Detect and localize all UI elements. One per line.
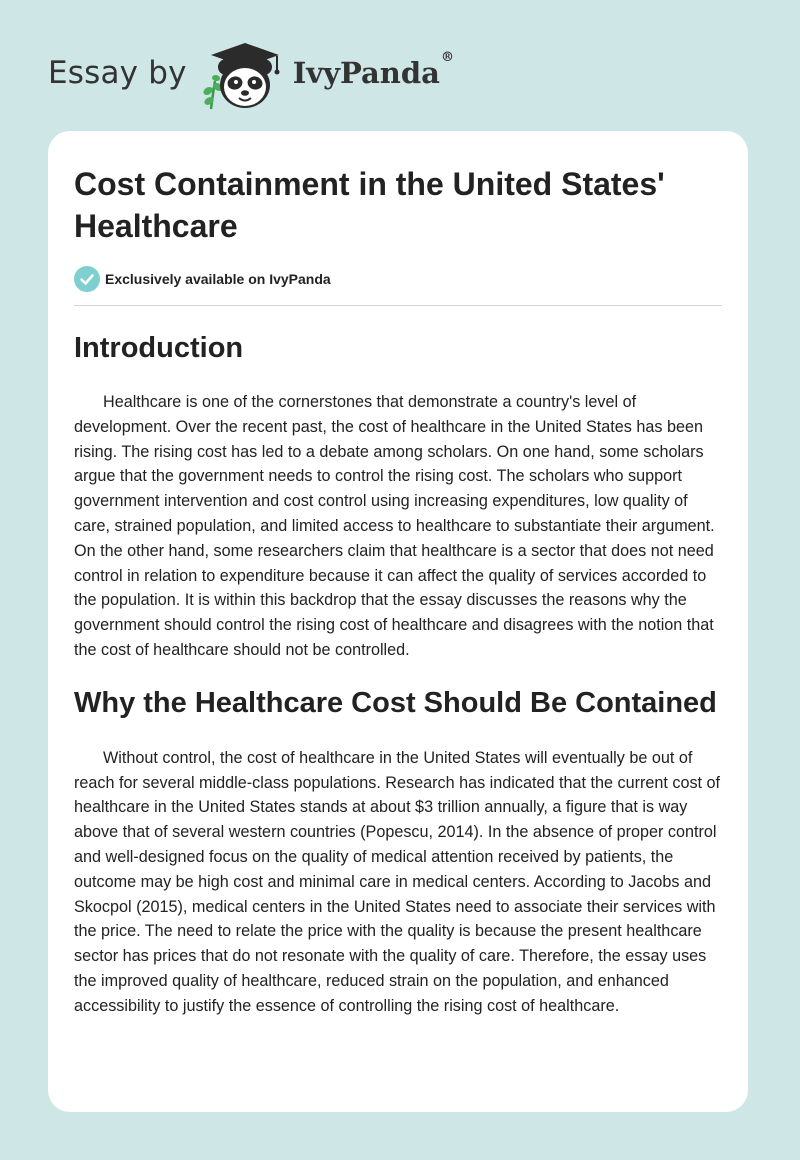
section-heading-introduction: Introduction bbox=[74, 332, 244, 364]
exclusive-label: Exclusively available on IvyPanda bbox=[105, 271, 331, 287]
divider bbox=[74, 305, 722, 306]
exclusive-notice bbox=[74, 266, 722, 292]
brand-prefix: Essay by bbox=[48, 55, 187, 91]
paragraph-why-contained: Without control, the cost of healthcare in the United States will eventually be out of reach for several middle-class populations. Research has indicated that the current cost of healthcare in the United States stands at about $3 trillion annually, a figure that is way above that of several western countries (Popescu, 2014). In the absence of proper control and well-designed focus on the quality of medical attention received by patients, the outcome may be high cost and minimal care in medical centers. According to Jacobs and Skocpol (2015), medical centers in the United States need to associate their services with the price. The need to relate the price with the quality is because the present healthcare sector has prices that do not resonate with the quality of care. Therefore, the essay uses the improved quality of healthcare, reduced strain on the population, and enhanced accessibility to justify the essence of controlling the rising cost of healthcare. bbox=[74, 748, 721, 1015]
site-header bbox=[48, 28, 454, 118]
registered-mark: ® bbox=[440, 50, 454, 65]
paragraph-introduction: Healthcare is one of the cornerstones that demonstrate a country's level of development. Over the recent past, the cost of healthcare in the United States has been rising. The rising cost has led to a debate among scholars. On one hand, some scholars argue that the government needs to control the rising cost. The scholars who support government intervention and cost control using increasing expenditures, low quality of care, strained population, and limited access to healthcare to substantiate their argument. On the other hand, some researchers claim that healthcare is a sector that does not need control in relation to expenditure because it can affect the quality of services accorded to the population. It is within this backdrop that the essay discusses the reasons why the government should control the rising cost of healthcare and disagrees with the notion that the cost of healthcare should not be controlled. bbox=[74, 393, 715, 659]
panda-graduate-logo-icon[interactable] bbox=[199, 31, 291, 115]
brand-name[interactable]: IvyPanda® bbox=[292, 50, 454, 90]
check-badge-icon bbox=[74, 266, 100, 292]
section-heading-why-contained: Why the Healthcare Cost Should Be Contained bbox=[74, 686, 717, 719]
article-card bbox=[48, 131, 748, 1112]
article-title: Cost Containment in the United States' Healthcare bbox=[74, 166, 665, 244]
